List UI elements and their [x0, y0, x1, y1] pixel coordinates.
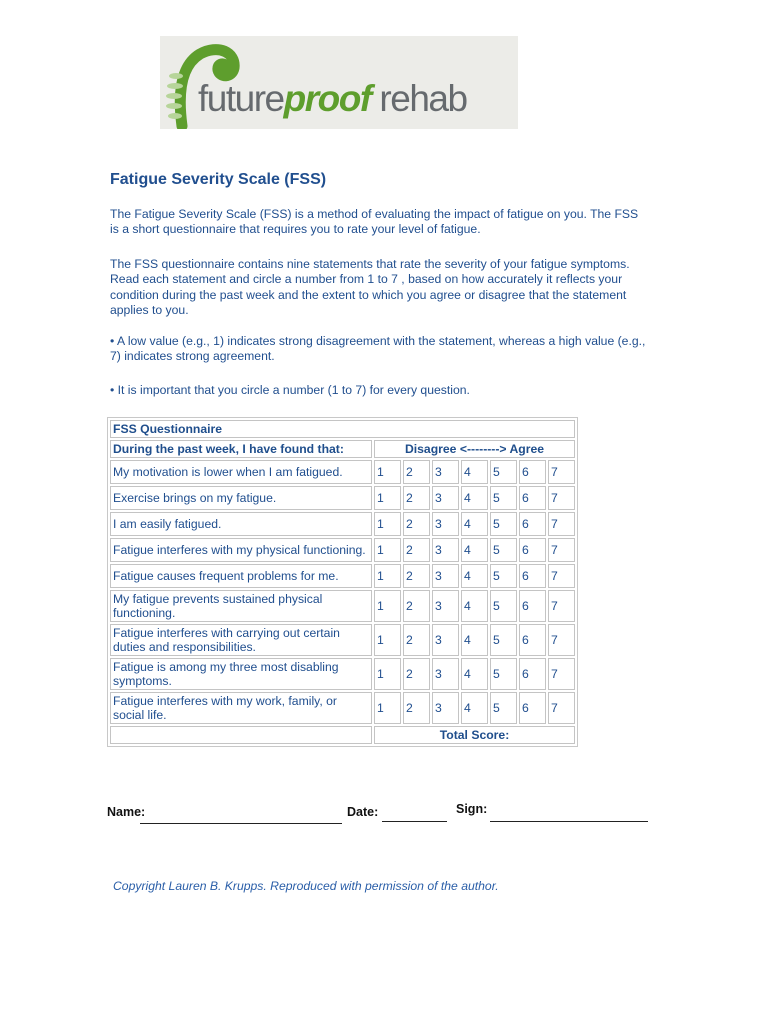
table-row — [110, 512, 575, 536]
rating-option-7[interactable]: 7 — [548, 658, 575, 690]
rating-option-5[interactable]: 5 — [490, 538, 517, 562]
table-row — [110, 590, 575, 622]
date-label: Date: — [347, 805, 379, 819]
statement-text: My fatigue prevents sustained physical functioning. — [110, 590, 372, 622]
rating-option-6[interactable]: 6 — [519, 590, 546, 622]
name-label: Name: — [107, 805, 146, 819]
table-row — [110, 486, 575, 510]
rating-option-2[interactable]: 2 — [403, 538, 430, 562]
rating-option-7[interactable]: 7 — [548, 512, 575, 536]
table-caption: FSS Questionnaire — [110, 420, 575, 438]
rating-option-5[interactable]: 5 — [490, 624, 517, 656]
rating-option-3[interactable]: 3 — [432, 624, 459, 656]
rating-option-4[interactable]: 4 — [461, 692, 488, 724]
table-row — [110, 460, 575, 484]
rating-option-4[interactable]: 4 — [461, 512, 488, 536]
table-row — [110, 564, 575, 588]
instructions-paragraph: The FSS questionnaire contains nine statements that rate the severity of your fatigue symptoms. Read each statement and circle a number from 1 to 7 , based on how accurately it reflects your condition during the past week and the extent to which you agree or disagree that the statement applies to you. — [110, 257, 630, 317]
rating-option-7[interactable]: 7 — [548, 624, 575, 656]
statement-text: Fatigue interferes with my work, family, or social life. — [110, 692, 372, 724]
statement-text: Fatigue is among my three most disabling symptoms. — [110, 658, 372, 690]
rating-option-4[interactable]: 4 — [461, 564, 488, 588]
statement-text: Exercise brings on my fatigue. — [110, 486, 372, 510]
logo-text-proof: proof — [283, 78, 371, 119]
rating-option-6[interactable]: 6 — [519, 564, 546, 588]
rating-option-2[interactable]: 2 — [403, 658, 430, 690]
rating-option-1[interactable]: 1 — [374, 624, 401, 656]
total-score-row — [110, 726, 575, 744]
rating-option-4[interactable]: 4 — [461, 590, 488, 622]
intro-paragraph: The Fatigue Severity Scale (FSS) is a method of evaluating the impact of fatigue on you. The FSS is a short questionnaire that requires you to rate your level of fatigue. — [110, 207, 639, 237]
rating-option-5[interactable]: 5 — [490, 460, 517, 484]
rating-option-7[interactable]: 7 — [548, 590, 575, 622]
rating-option-6[interactable]: 6 — [519, 538, 546, 562]
statement-text: Fatigue causes frequent problems for me. — [110, 564, 372, 588]
rating-option-4[interactable]: 4 — [461, 624, 488, 656]
rating-option-2[interactable]: 2 — [403, 564, 430, 588]
rating-option-5[interactable]: 5 — [490, 564, 517, 588]
rating-option-3[interactable]: 3 — [432, 486, 459, 510]
rating-option-6[interactable]: 6 — [519, 624, 546, 656]
rating-option-5[interactable]: 5 — [490, 590, 517, 622]
table-row — [110, 658, 575, 690]
logo — [160, 36, 518, 129]
rating-option-4[interactable]: 4 — [461, 486, 488, 510]
rating-option-1[interactable]: 1 — [374, 564, 401, 588]
sign-label: Sign: — [456, 802, 488, 816]
rating-option-6[interactable]: 6 — [519, 512, 546, 536]
table-row — [110, 538, 575, 562]
table-row — [110, 692, 575, 724]
rating-option-2[interactable]: 2 — [403, 590, 430, 622]
rating-option-1[interactable]: 1 — [374, 590, 401, 622]
rating-option-2[interactable]: 2 — [403, 512, 430, 536]
rating-option-1[interactable]: 1 — [374, 512, 401, 536]
rating-option-3[interactable]: 3 — [432, 564, 459, 588]
logo-wordmark — [198, 80, 467, 117]
table-header-scale: Disagree <--------> Agree — [374, 440, 575, 458]
rating-option-2[interactable]: 2 — [403, 460, 430, 484]
rating-option-5[interactable]: 5 — [490, 658, 517, 690]
rating-option-2[interactable]: 2 — [403, 486, 430, 510]
rating-option-3[interactable]: 3 — [432, 512, 459, 536]
statement-text: Fatigue interferes with my physical functioning. — [110, 538, 372, 562]
rating-option-4[interactable]: 4 — [461, 538, 488, 562]
table-row — [110, 624, 575, 656]
rating-option-2[interactable]: 2 — [403, 624, 430, 656]
fss-questionnaire-table — [107, 417, 578, 747]
rating-option-5[interactable]: 5 — [490, 692, 517, 724]
date-line[interactable] — [382, 821, 447, 822]
rating-option-1[interactable]: 1 — [374, 486, 401, 510]
rating-option-7[interactable]: 7 — [548, 460, 575, 484]
rating-option-7[interactable]: 7 — [548, 538, 575, 562]
rating-option-2[interactable]: 2 — [403, 692, 430, 724]
rating-option-3[interactable]: 3 — [432, 538, 459, 562]
rating-option-3[interactable]: 3 — [432, 658, 459, 690]
statement-text: Fatigue interferes with carrying out certain duties and responsibilities. — [110, 624, 372, 656]
rating-option-6[interactable]: 6 — [519, 658, 546, 690]
rating-option-6[interactable]: 6 — [519, 692, 546, 724]
rating-option-6[interactable]: 6 — [519, 486, 546, 510]
rating-option-1[interactable]: 1 — [374, 460, 401, 484]
copyright-notice: Copyright Lauren B. Krupps. Reproduced with permission of the author. — [113, 879, 499, 893]
rating-option-5[interactable]: 5 — [490, 486, 517, 510]
page-title: Fatigue Severity Scale (FSS) — [110, 171, 327, 188]
rating-option-7[interactable]: 7 — [548, 486, 575, 510]
rating-option-7[interactable]: 7 — [548, 692, 575, 724]
low-value-note: • A low value (e.g., 1) indicates strong disagreement with the statement, whereas a high value (e.g., 7) indicates strong agreement. — [110, 334, 646, 364]
total-score-label: Total Score: — [374, 726, 575, 744]
rating-option-1[interactable]: 1 — [374, 538, 401, 562]
total-empty-cell — [110, 726, 372, 744]
rating-option-7[interactable]: 7 — [548, 564, 575, 588]
table-header-statement: During the past week, I have found that: — [110, 440, 372, 458]
rating-option-3[interactable]: 3 — [432, 590, 459, 622]
logo-text-future: future — [198, 78, 284, 119]
rating-option-5[interactable]: 5 — [490, 512, 517, 536]
rating-option-3[interactable]: 3 — [432, 692, 459, 724]
rating-option-1[interactable]: 1 — [374, 692, 401, 724]
name-line[interactable] — [140, 823, 342, 824]
rating-option-1[interactable]: 1 — [374, 658, 401, 690]
rating-option-6[interactable]: 6 — [519, 460, 546, 484]
rating-option-4[interactable]: 4 — [461, 460, 488, 484]
rating-option-4[interactable]: 4 — [461, 658, 488, 690]
sign-line[interactable] — [490, 821, 648, 822]
rating-option-3[interactable]: 3 — [432, 460, 459, 484]
statement-text: I am easily fatigued. — [110, 512, 372, 536]
circle-note: • It is important that you circle a number (1 to 7) for every question. — [110, 383, 470, 397]
statement-text: My motivation is lower when I am fatigued. — [110, 460, 372, 484]
logo-text-rehab: rehab — [370, 78, 467, 119]
